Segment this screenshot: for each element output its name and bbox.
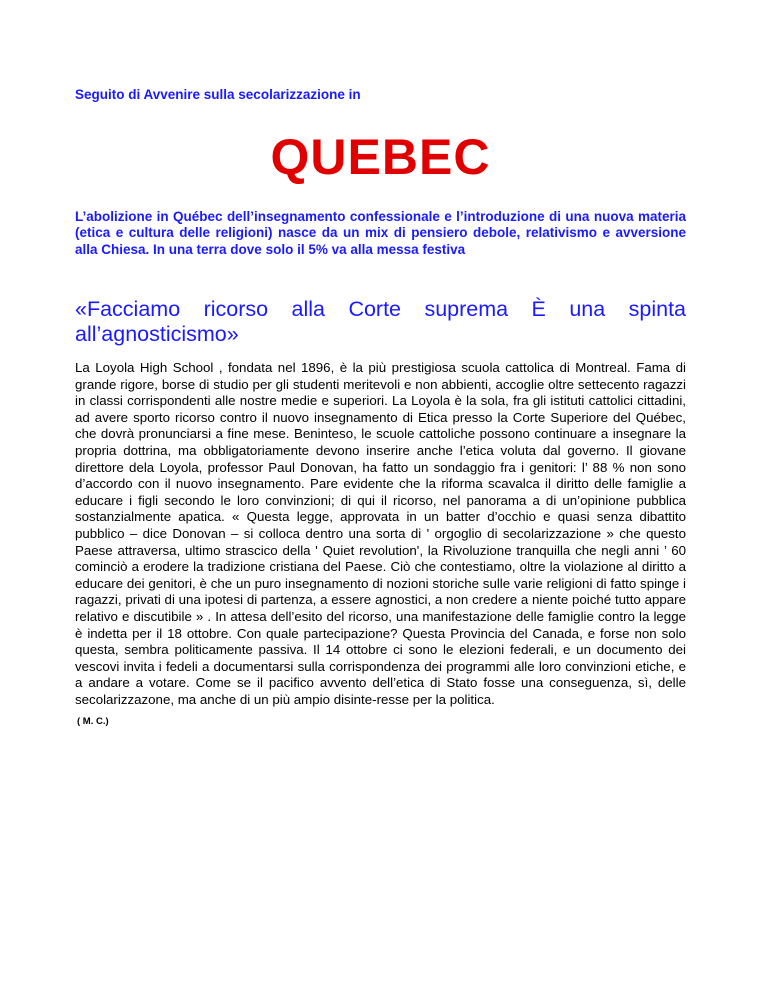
article-kicker: Seguito di Avvenire sulla secolarizzazione in [75,87,361,102]
author-signature: ( M. C.) [77,716,109,727]
article-summary: L’abolizione in Québec dell’insegnamento confessionale e l’introduzione di una nuova materia (etica e cultura delle religioni) nasce da un mix di pensiero debole, relativismo e avversione alla Chiesa. In una terra dove solo il 5% va alla messa festiva [75,209,686,257]
article-body: La Loyola High School , fondata nel 1896, è la più prestigiosa scuola cattolica di Montreal. Fama di grande rigore, borse di studio per gli studenti meritevoli e non abbienti, accoglie oltre settecento ragazzi in classi corrispondenti alle nostre medie e superiori. La Loyola è la sola, fra gli istituti cattolici cittadini, ad avere sporto ricorso contro il nuovo insegnamento di Etica presso la Corte Superiore del Québec, che dovrà pronunciarsi a fine mese. Beninteso, le scuole cattoliche possono continuare a insegnare la propria dottrina, ma obbligatoriamente devono inserire anche l’etica voluta dal governo. Il giovane direttore dela Loyola, professor Paul Donovan, ha fatto un sondaggio fra i genitori: l’ 88 % non sono d’accordo con il nuovo insegnamento. Pare evidente che la riforma scavalca il diritto delle famiglie a educare i figli secondo le loro convinzioni; di qui il ricorso, nel panorama a di un’opinione pubblica sostanzialmente apatica. « Questa legge, approvata in un batter d’occhio e quasi senza dibattito pubblico – dice Donovan – si colloca dentro una sorta di ' orgoglio di secolarizzazione » che questo Paese attraversa, ultimo strascico della ' Quiet revolution', la Rivoluzione tranquilla che negli anni ’ 60 cominciò a erodere la tradizione cristiana del Paese. Ciò che contestiamo, oltre la violazione al diritto a educare dei genitori, è che un puro insegnamento di nozioni storiche sulle varie religioni di fatto spinge i ragazzi, privati di una ipotesi di partenza, a essere agnostici, a non credere a niente poiché tutto appare relativo e discutibile » . In attesa dell’esito del ricorso, una manifestazione delle famiglie contro la legge è indetta per il 18 ottobre. Con quale partecipazione? Questa Provincia del Canada, e forse non solo questa, sembra politicamente passiva. Il 14 ottobre ci sono le elezioni federali, e un documento dei vescovi invita i fedeli a documentarsi sulla corrispondenza dei programmi alle loro convinzioni etiche, e a andare a votare. Come se il pacifico avvento dell’etica di Stato fosse una conseguenza, sì, delle secolarizzazone, ma anche di un più ampio disinte-resse per la politica. [75,360,686,707]
article-headline: QUEBEC [270,129,491,185]
article-subhead: «Facciamo ricorso alla Corte suprema È una spinta all’agnosticismo» [75,297,686,346]
